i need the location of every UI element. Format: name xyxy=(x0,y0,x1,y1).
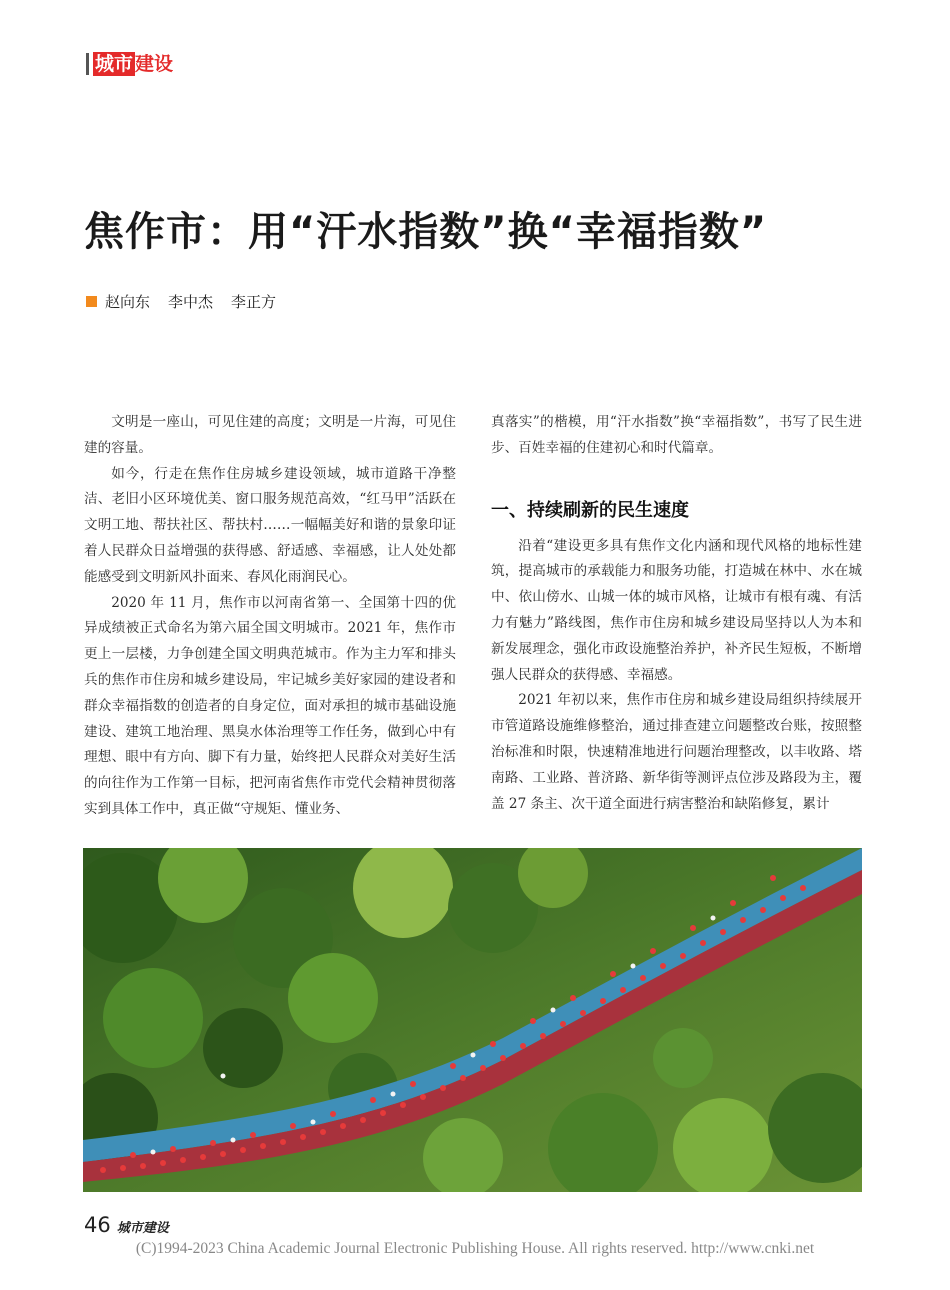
aerial-marathon-photo xyxy=(83,848,862,1192)
left-column xyxy=(84,410,456,823)
paragraph: 2020 年 11 月，焦作市以河南省第一、全国第十四的优异成绩被正式命名为第六届全国文明城市。2021 年，焦作市更上一层楼，力争创建全国文明典范城市。作为主力军和排头兵的焦作市住房和城乡建设局，牢记城乡美好家园的建设者和群众幸福指数的创造者的自身定位，面对承担的城市基础设施建设、建筑工地治理、黑臭水体治理等工作任务，做到心中有理想、眼中有方向、脚下有力量，始终把人民群众对美好生活的向往作为工作第一目标，把河南省焦作市党代会精神贯彻落实到具体工作中，真正做“守规矩、懂业务、 xyxy=(84,594,456,817)
paragraph-continuation: 真落实”的楷模，用“汗水指数”换“幸福指数”，书写了民生进步、百姓幸福的住建初心和时代篇章。 xyxy=(491,414,862,456)
section-tag-highlight: 城市 xyxy=(95,53,134,75)
section-heading: 一、持续刷新的民生速度 xyxy=(491,499,689,521)
paragraph: 沿着“建设更多具有焦作文化内涵和现代风格的地标性建筑，提高城市的承载能力和服务功能，打造城在林中、水在城中、依山傍水、山城一体的城市风格，让城市有根有魂、有活力有魅力”路线图，焦作市住房和城乡建设局坚持以人为本和新发展理念，强化市政设施整治养护，补齐民生短板，不断增强人民群众的获得感、幸福感。 xyxy=(491,537,862,683)
page-footer xyxy=(84,1213,169,1237)
magazine-name: 城市建设 xyxy=(116,1221,169,1236)
author-name: 赵向东 xyxy=(105,293,151,311)
paragraph: 如今，行走在焦作住房城乡建设领域，城市道路干净整洁、老旧小区环境优美、窗口服务规范高效，“红马甲”活跃在文明工地、帮扶社区、帮扶村……一幅幅美好和谐的景象印证着人民群众日益增强的获得感、舒适感、幸福感，让人处处都能感受到文明新风扑面来、春风化雨润民心。 xyxy=(84,465,456,585)
section-tag-rest: 建设 xyxy=(135,53,174,75)
page-number: 46 xyxy=(84,1213,111,1237)
section-tag-bar xyxy=(86,53,89,75)
paragraph: 2021 年初以来，焦作市住房和城乡建设局组织持续展开市管道路设施维修整治，通过排查建立问题整改台账，按照整治标准和时限，快速精准地进行问题治理整改，以丰收路、塔南路、工业路、普济路、新华街等测评点位涉及路段为主，覆盖 27 条主、次干道全面进行病害整治和缺陷修复，累计 xyxy=(491,692,862,812)
section-tag xyxy=(86,52,173,76)
author-line xyxy=(86,291,294,312)
author-name: 李中杰 xyxy=(168,293,214,311)
copyright-notice: (C)1994-2023 China Academic Journal Electronic Publishing House. All rights reserved. http://www.cnki.net xyxy=(135,1240,815,1257)
article-title: 焦作市：用“汗水指数”换“幸福指数” xyxy=(84,209,768,255)
author-name: 李正方 xyxy=(231,293,277,311)
author-marker-icon xyxy=(86,296,97,307)
right-column xyxy=(491,410,862,817)
paragraph: 文明是一座山，可见住建的高度；文明是一片海，可见住建的容量。 xyxy=(84,414,456,456)
